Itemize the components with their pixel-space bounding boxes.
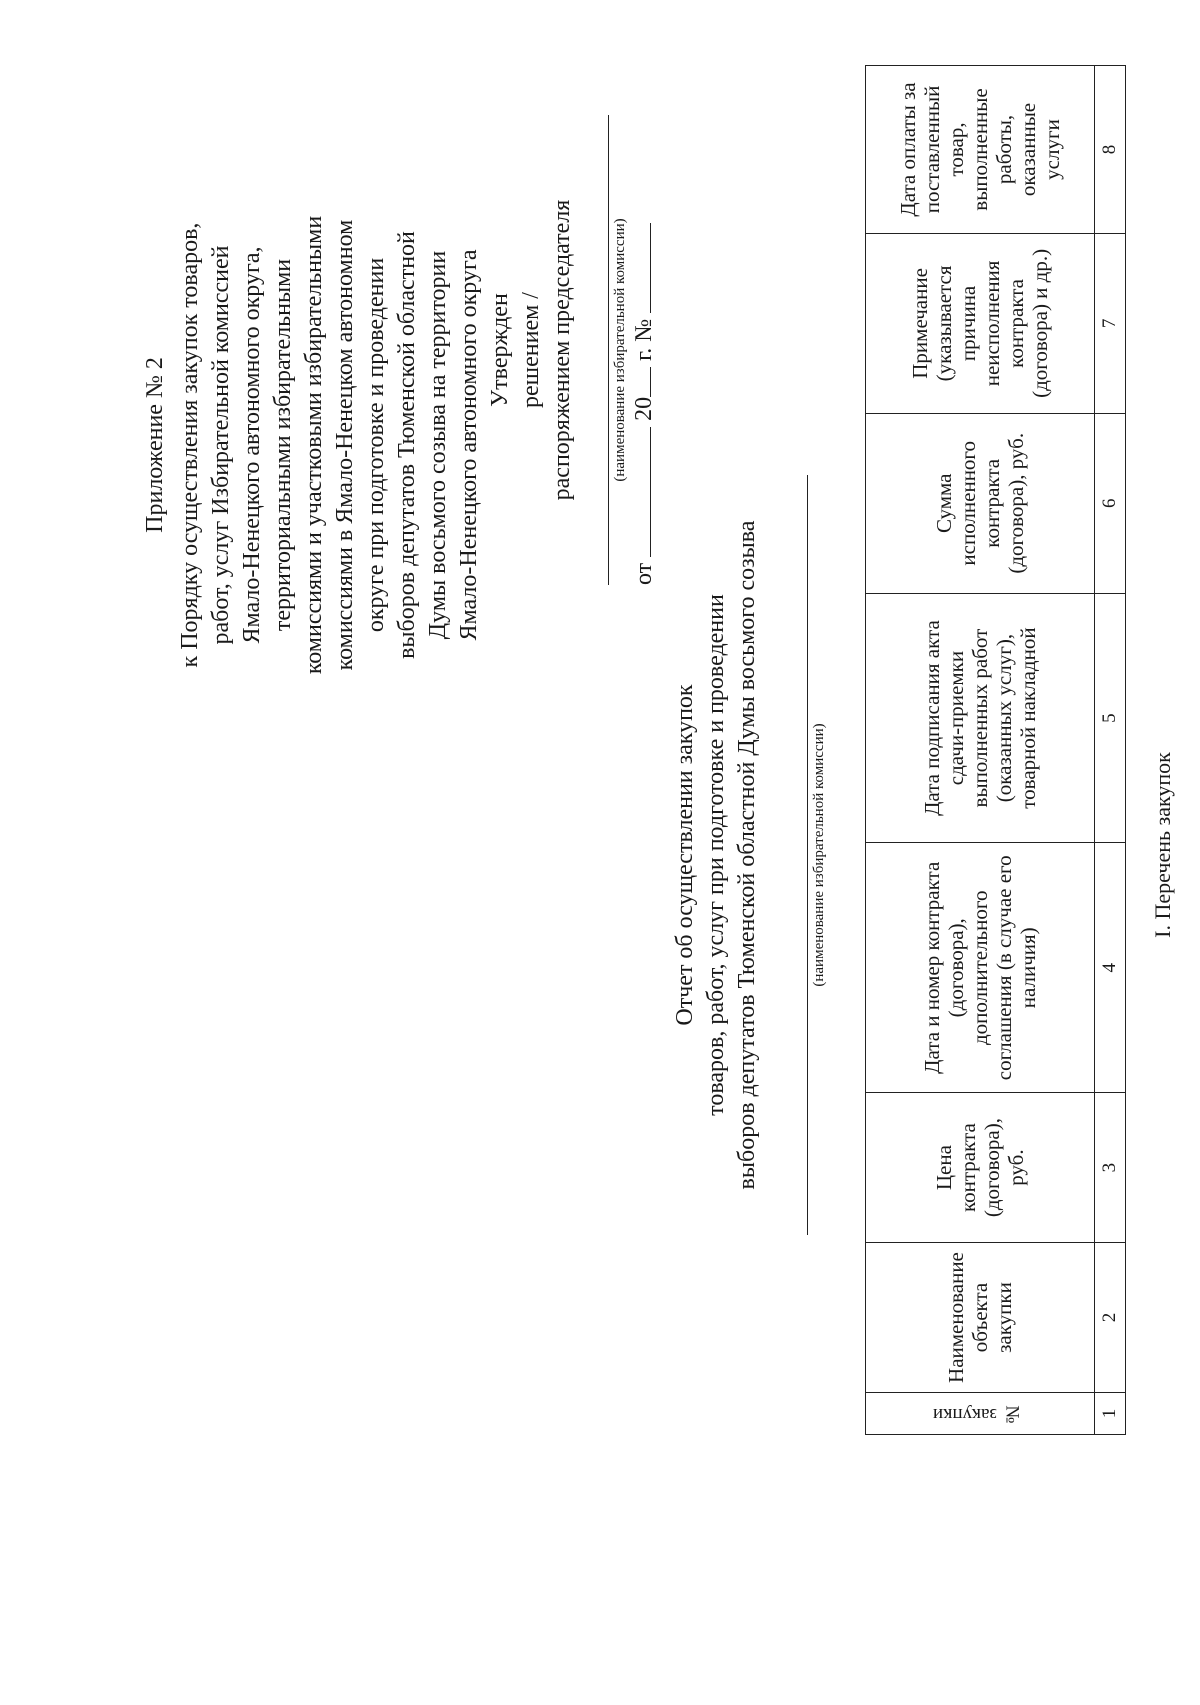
header-cell: Цена контракта (договора), руб. — [866, 1093, 1095, 1243]
order-label: распоряжением председателя — [549, 199, 575, 501]
appendix-line: округе при подготовке и проведении — [363, 257, 389, 633]
year-suffix: г. № — [631, 318, 657, 361]
report-title-line: Отчет об осуществлении закупок — [672, 684, 698, 1026]
appendix-line: Ямало-Ненецкого автономного округа — [456, 249, 482, 641]
appendix-line: территориальными избирательными — [270, 258, 296, 632]
date-blank — [650, 427, 651, 557]
column-number: 6 — [1095, 413, 1126, 593]
report-commission-caption: (наименование избирательной комиссии) — [811, 723, 827, 987]
column-number: 7 — [1095, 233, 1126, 413]
from-label: от — [631, 562, 657, 585]
report-title-line: товаров, работ, услуг при подготовке и проведении — [703, 594, 729, 1116]
header-cell — [866, 1393, 1095, 1435]
year-blank — [650, 367, 651, 397]
table-number-row — [1095, 66, 1126, 1435]
decision-label: решением / — [518, 292, 544, 408]
header-cell: Сумма исполненного контракта (договора), руб. — [866, 413, 1095, 593]
appendix-number: Приложение № 2 — [142, 357, 168, 533]
appendix-line: комиссиями в Ямало-Ненецком автономном — [332, 219, 358, 671]
appendix-line: комиссиями и участковыми избирательными — [301, 215, 327, 675]
column-number: 3 — [1095, 1093, 1126, 1243]
appendix-line: Думы восьмого созыва на территории — [425, 250, 451, 640]
report-heading — [670, 425, 828, 1285]
header-cell: Наименование объекта закупки — [866, 1243, 1095, 1393]
approval-date-line — [629, 80, 659, 620]
appendix-block — [140, 85, 485, 805]
column-number: 4 — [1095, 843, 1126, 1093]
header-cell: Примечание (указывается причина неисполнения контракта (договора) и др.) — [866, 233, 1095, 413]
column-number: 1 — [1095, 1393, 1126, 1435]
header-cell: Дата подписания акта сдачи-приемки выполненных работ (оказанных услуг), товарной накладной — [866, 593, 1095, 843]
column-number: 5 — [1095, 593, 1126, 843]
header-cell: Дата оплаты за поставленный товар, выполненные работы, оказанные услуги — [866, 66, 1095, 234]
commission-name-caption: (наименование избирательной комиссии) — [612, 218, 628, 482]
commission-name-line — [608, 115, 609, 585]
header-procurement-number: № закупки — [932, 1403, 1023, 1425]
appendix-line: выборов депутатов Тюменской областной — [394, 231, 420, 659]
procurement-table — [865, 65, 1126, 1435]
report-commission-line — [807, 475, 808, 1235]
header-cell: Дата и номер контракта (договора), дополнительного соглашения (в случае его наличия) — [866, 843, 1095, 1093]
appendix-line: Ямало-Ненецкого автономного округа, — [239, 246, 265, 644]
report-title-line: выборов депутатов Тюменской областной Думы восьмого созыва — [734, 520, 760, 1190]
column-number: 8 — [1095, 66, 1126, 234]
number-blank — [650, 223, 651, 313]
year-label: 20 — [631, 396, 657, 421]
approval-block — [485, 80, 659, 620]
section-title: I. Перечень закупок — [1150, 752, 1175, 938]
column-number: 2 — [1095, 1243, 1126, 1393]
approved-label: Утвержден — [487, 293, 513, 407]
appendix-line: работ, услуг Избирательной комиссией — [208, 245, 234, 645]
table-header-row — [866, 66, 1095, 1435]
appendix-line: к Порядку осуществления закупок товаров, — [177, 222, 203, 668]
